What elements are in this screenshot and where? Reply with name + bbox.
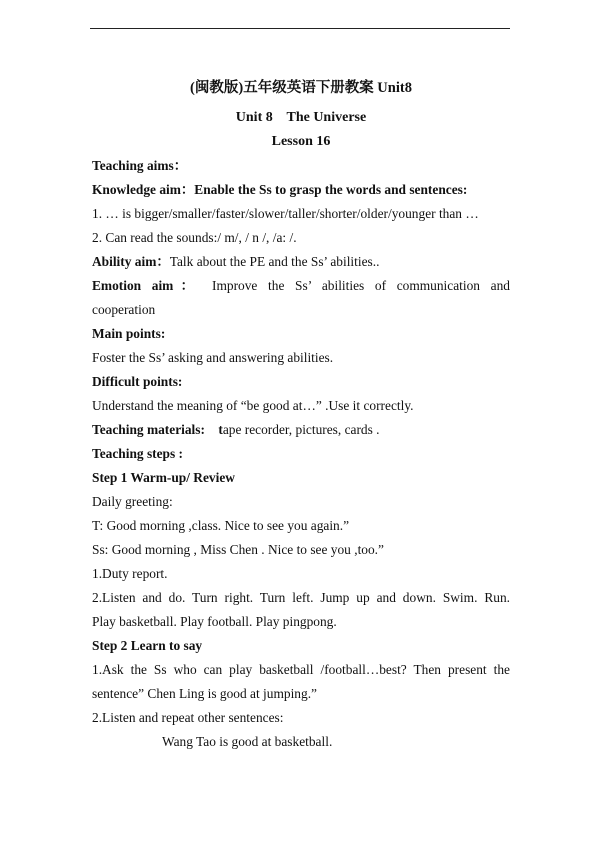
teaching-aims-heading: Teaching aims： xyxy=(92,158,188,173)
teaching-steps-heading: Teaching steps : xyxy=(92,446,184,461)
step2-heading: Step 2 Learn to say xyxy=(92,638,203,653)
header-rule xyxy=(90,28,510,29)
lesson-heading: Lesson 16 xyxy=(271,134,331,149)
example-sentence: Wang Tao is good at basketball. xyxy=(162,734,333,749)
ask-ss-continued: sentence” Chen Ling is good at jumping.” xyxy=(92,686,317,701)
emotion-aim-continued: cooperation xyxy=(92,302,156,317)
difficult-points-text: Understand the meaning of “be good at…” .Use it correctly. xyxy=(92,398,414,413)
difficult-points-heading: Difficult points: xyxy=(92,374,183,389)
aim-item-2: 2. Can read the sounds:/ m/, / n /, /a: /. xyxy=(92,230,297,245)
teacher-line: T: Good morning ,class. Nice to see you again.” xyxy=(92,518,350,533)
listen-and-do-continued: Play basketball. Play football. Play pingpong. xyxy=(92,614,337,629)
teaching-materials-label: Teaching materials: xyxy=(92,422,205,437)
teaching-materials-text: ape recorder, pictures, cards . xyxy=(222,422,380,437)
main-points-heading: Main points: xyxy=(92,326,166,341)
step1-heading: Step 1 Warm-up/ Review xyxy=(92,470,235,485)
document-page xyxy=(92,76,510,754)
unit-heading: Unit 8 The Universe xyxy=(235,110,367,125)
daily-greeting: Daily greeting: xyxy=(92,494,173,509)
ability-aim xyxy=(92,250,510,274)
ability-aim-text: Talk about the PE and the Ss’ abilities.. xyxy=(169,254,380,269)
emotion-aim-label: Emotion aim： xyxy=(92,278,202,293)
document-title: (闽教版)五年级英语下册教案 Unit8 xyxy=(190,80,412,96)
ability-aim-label: Ability aim： xyxy=(92,254,170,269)
teaching-materials xyxy=(92,418,510,442)
knowledge-aim: Knowledge aim：Enable the Ss to grasp the words and sentences: xyxy=(92,182,468,197)
listen-and-repeat: 2.Listen and repeat other sentences: xyxy=(92,710,284,725)
students-line: Ss: Good morning , Miss Chen . Nice to see you ,too.” xyxy=(92,542,384,557)
ask-ss: 1.Ask the Ss who can play basketball /football…best? Then present the xyxy=(92,662,510,677)
listen-and-do: 2.Listen and do. Turn right. Turn left. Jump up and down. Swim. Run. xyxy=(92,590,510,605)
emotion-aim xyxy=(92,274,510,298)
teaching-materials-initial: t xyxy=(218,422,223,437)
duty-report: 1.Duty report. xyxy=(92,566,168,581)
aim-item-1: 1. … is bigger/smaller/faster/slower/taller/shorter/older/younger than … xyxy=(92,206,479,221)
main-points-text: Foster the Ss’ asking and answering abilities. xyxy=(92,350,334,365)
emotion-aim-text: Improve the Ss’ abilities of communication and xyxy=(212,278,510,293)
